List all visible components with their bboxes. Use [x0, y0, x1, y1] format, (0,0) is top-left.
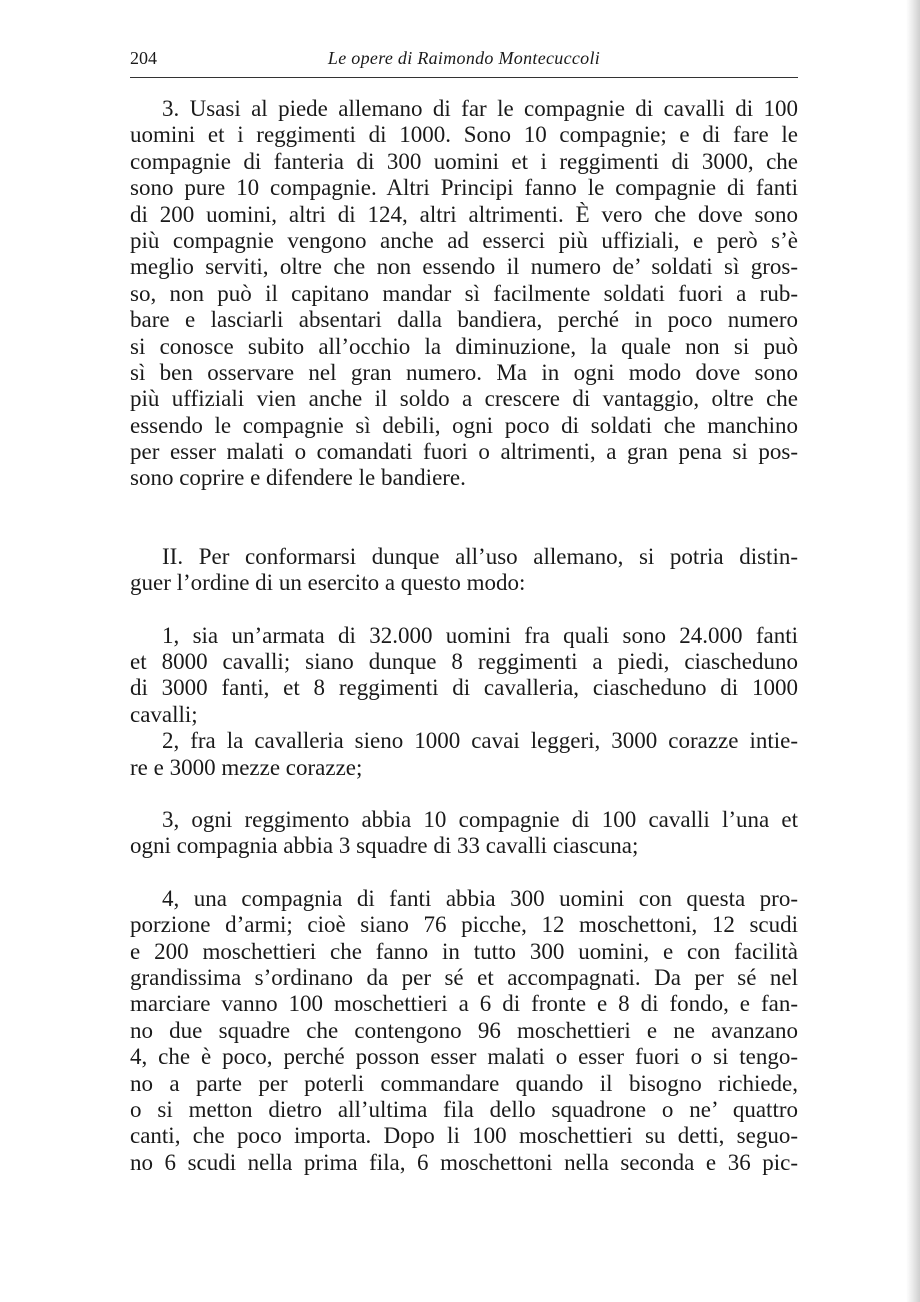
page-number: 204 — [130, 48, 157, 68]
paragraph-section-ii — [130, 544, 798, 597]
text-line: no 6 scudi nella prima fila, 6 moschettoni nella seconda e 36 pic- — [130, 1149, 798, 1175]
text-line: più uffiziali vien anche il soldo a crescere di vantaggio, oltre che — [130, 386, 798, 412]
running-head — [130, 48, 798, 74]
paragraph-gap — [130, 492, 798, 544]
text-line: no due squadre che contengono 96 moschettieri e ne avanzano — [130, 1017, 798, 1043]
text-line: marciare vanno 100 moschettieri a 6 di fronte e 8 di fondo, e fan- — [130, 991, 798, 1017]
text-line: sì ben osservare nel gran numero. Ma in ogni modo dove sono — [130, 359, 798, 385]
text-line: e 200 moschettieri che fanno in tutto 300 uomini, e con facilità — [130, 938, 798, 964]
text-line: ogni compagnia abbia 3 squadre di 33 cavalli ciascuna; — [130, 833, 639, 859]
text-line: 4, che è poco, perché posson esser malati o esser fuori o si tengo- — [130, 1044, 798, 1070]
text-line: et 8000 cavalli; siano dunque 8 reggimenti a piedi, ciascheduno — [130, 649, 798, 675]
text-line: compagnie di fanteria di 300 uomini et i reggimenti di 3000, che — [130, 148, 798, 174]
text-line: 2, fra la cavalleria sieno 1000 cavai leggeri, 3000 corazze intie- — [162, 728, 798, 754]
text-line: bare e lasciarli absentari dalla bandiera, perché in poco numero — [130, 307, 798, 333]
text-line: cavalli; — [130, 701, 198, 727]
text-line: più compagnie vengono anche ad esserci più uffiziali, e però s’è — [130, 227, 798, 253]
text-line: 1, sia un’armata di 32.000 uomini fra quali sono 24.000 fanti — [162, 622, 798, 648]
running-title: Le opere di Raimondo Montecuccoli — [327, 48, 601, 68]
text-line: di 200 uomini, altri di 124, altri altrimenti. È vero che dove sono — [130, 201, 798, 227]
text-line: si conosce subito all’occhio la diminuzione, la quale non si può — [130, 333, 798, 359]
text-line: 4, una compagnia di fanti abbia 300 uomini con questa pro- — [162, 885, 798, 911]
paragraph-section-3 — [130, 96, 798, 492]
text-line: canti, che poco importa. Dopo li 100 moschettieri su detti, seguo- — [130, 1123, 798, 1149]
paragraph-gap — [130, 597, 798, 623]
text-line: re e 3000 mezze corazze; — [130, 754, 363, 780]
page-body — [130, 96, 798, 1176]
text-line: porzione d’armi; cioè siano 76 picche, 12 moschettoni, 12 scudi — [130, 912, 798, 938]
paragraph-gap — [130, 781, 798, 807]
text-line: II. Per conformarsi dunque all’uso allemano, si potria distin- — [162, 543, 798, 569]
paragraph-gap — [130, 860, 798, 886]
text-line: grandissima s’ordinano da per sé et accompagnati. Da per sé nel — [130, 964, 798, 990]
text-line: essendo le compagnie sì debili, ogni poco di soldati che manchino — [130, 412, 798, 438]
text-line: guer l’ordine di un esercito a questo modo: — [130, 570, 526, 596]
text-line: 3, ogni reggimento abbia 10 compagnie di 100 cavalli l’una et — [162, 806, 798, 832]
text-line: sono pure 10 compagnie. Altri Principi fanno le compagnie di fanti — [130, 175, 798, 201]
text-line: di 3000 fanti, et 8 reggimenti di cavalleria, ciascheduno di 1000 — [130, 675, 798, 701]
text-line: meglio serviti, oltre che non essendo il numero de’ soldati sì gros- — [130, 254, 798, 280]
list-item-4 — [130, 886, 798, 1176]
text-line: o si metton dietro all’ultima fila dello squadrone o ne’ quattro — [130, 1096, 798, 1122]
text-line: sono coprire e difendere le bandiere. — [130, 465, 466, 491]
text-line: no a parte per poterli commandare quando il bisogno richiede, — [130, 1070, 798, 1096]
list-item-1 — [130, 623, 798, 729]
text-line: per esser malati o comandati fuori o altrimenti, a gran pena si pos- — [130, 439, 798, 465]
text-line: so, non può il capitano mandar sì facilmente soldati fuori a rub- — [130, 280, 798, 306]
header-rule — [130, 77, 798, 78]
page-gutter-shadow — [906, 0, 920, 1302]
list-item-2 — [130, 728, 798, 781]
text-line: uomini et i reggimenti di 1000. Sono 10 compagnie; e di fare le — [130, 122, 798, 148]
list-item-3 — [130, 807, 798, 860]
text-line: 3. Usasi al piede allemano di far le compagnie di cavalli di 100 — [162, 96, 798, 121]
